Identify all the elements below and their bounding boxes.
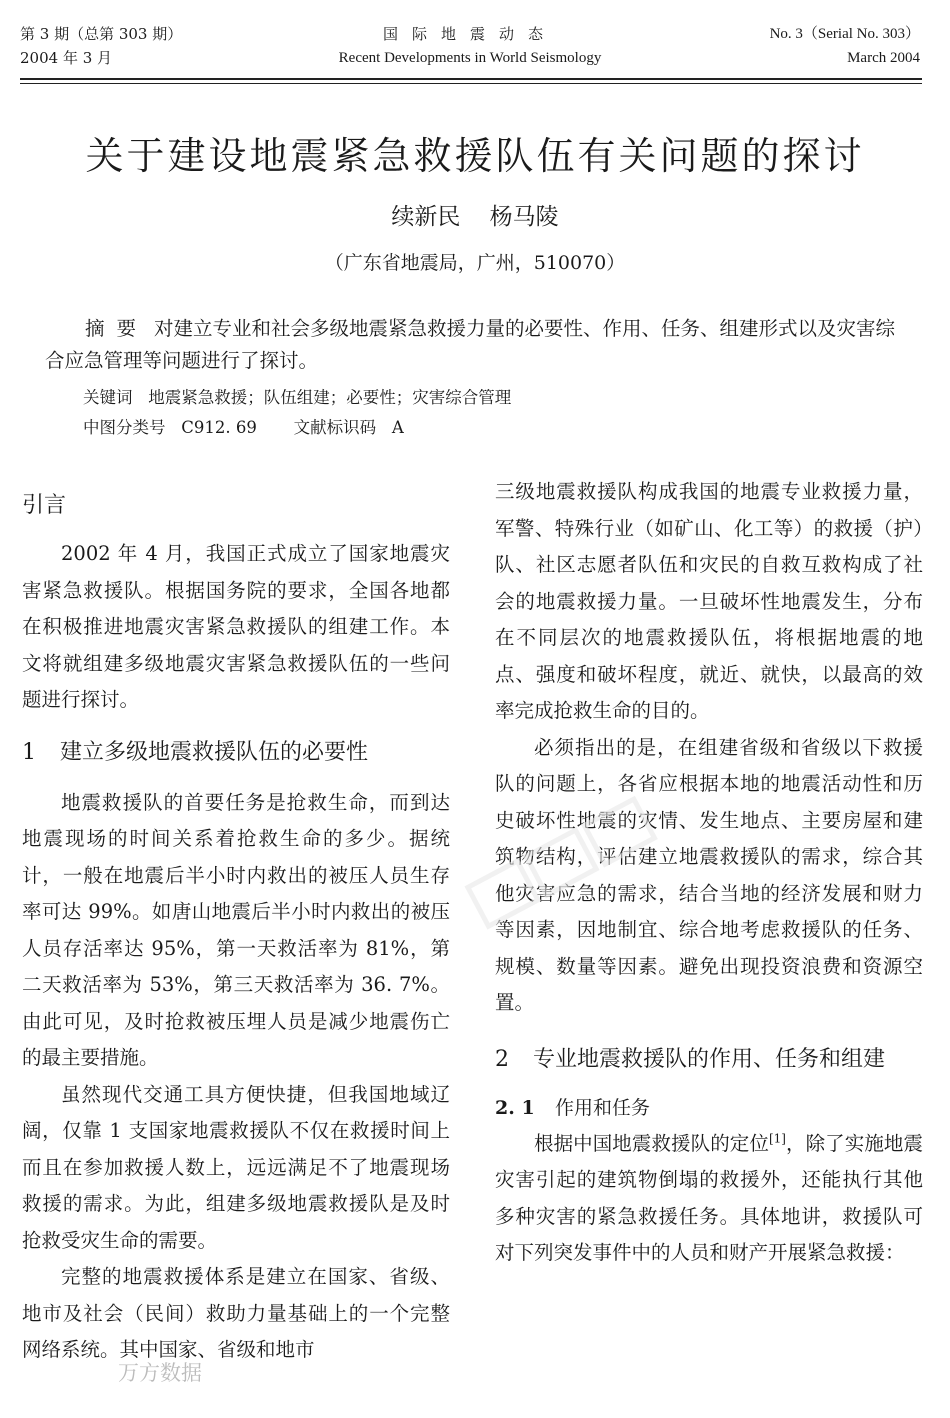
issue-cn: 第 3 期（总第 303 期） [20, 25, 183, 43]
clc-value: C912. 69 [181, 418, 257, 437]
section-1-heading [22, 735, 450, 771]
right-paragraph-3 [495, 1126, 923, 1272]
section-1-paragraph-3: 完整的地震救援体系是建立在国家、省级、地市及社会（民间）救助力量基础上的一个完整网络系统。其中国家、省级和地市 [22, 1265, 450, 1361]
keywords [83, 384, 511, 408]
section-1-paragraph-2: 虽然现代交通工具方便快捷，但我国地域辽阔，仅靠 1 支国家地震救援队不仅在救援时间上而且在参加救援人数上，远远满足不了地震现场救援的需求。为此，组建多级地震救援队是及时抢救受灾生命的需要。 [22, 1082, 450, 1252]
keywords-label: 关键词 [83, 388, 133, 407]
abstract [45, 313, 905, 377]
date-en: March 2004 [847, 50, 920, 66]
header-right [770, 22, 920, 70]
header-rule-thick [20, 78, 922, 80]
subsection-2-1-title: 作用和任务 [555, 1096, 651, 1119]
running-header [20, 22, 920, 74]
para3-part-a: 根据中国地震救援队的定位 [534, 1131, 769, 1155]
section-1-title: 建立多级地震救援队伍的必要性 [60, 739, 369, 765]
journal-name-en: Recent Developments in World Seismology [338, 50, 602, 66]
header-rule-thin [20, 83, 922, 84]
article-title: 关于建设地震紧急救援队伍有关问题的探讨 [85, 134, 865, 178]
clc-label: 中图分类号 [83, 418, 166, 437]
section-1-paragraph-1: 地震救援队的首要任务是抢救生命，而到达地震现场的时间关系着抢救生命的多少。据统计，一般在地震后半小时内救出的被压人员生存率可达 99%。如唐山地震后半小时内救出的被压人员存活率达 95%，第一天救活率为 81%，第二天救活率为 53%，第三天救活率为 36. 7%。由此可见，及时抢救被压埋人员是减少地震伤亡的最主要措施。 [22, 790, 450, 1069]
right-paragraph-2: 必须指出的是，在组建省级和省级以下救援队的问题上，各省应根据本地的地震活动性和历史破坏性地震的灾情、发生地点、主要房屋和建筑物结构，评估建立地震救援队的需求，综合其他灾害应急的需求，结合当地的经济发展和财力等因素，因地制宜、综合地考虑救援队的任务、规模、数量等因素。避免出现投资浪费和资源空置。 [495, 735, 923, 1014]
subsection-2-1-heading [495, 1090, 923, 1126]
section-2-heading [495, 1042, 923, 1078]
authors: 续新民 杨马陵 [391, 204, 559, 230]
doc-code-label: 文献标识码 [293, 418, 377, 437]
watermark-text: 万方数据 [118, 1361, 202, 1385]
issue-en: No. 3（Serial No. 303） [769, 26, 920, 42]
continued-paragraph: 三级地震救援队构成我国的地震专业救援力量，军警、特殊行业（如矿山、化工等）的救援（护）队、社区志愿者队伍和灾民的自救互救构成了社会的地震救援力量。一旦破坏性地震发生，分布在不同层次的地震救援队伍，将根据地震的地点、强度和破坏程度，就近、就快，以最高的效率完成抢救生命的目的。 [495, 480, 923, 722]
keywords-text: 地震紧急救援；队伍组建；必要性；灾害综合管理 [148, 388, 512, 407]
abstract-label: 摘要 [85, 317, 149, 340]
para3-part-b: ，除了实施地震灾害引起的建筑物倒塌的救援外，还能执行其他多种灾害的紧急救援任务。具体地讲，救援队可对下列突发事件中的人员和财产开展紧急救援： [495, 1131, 923, 1264]
intro-paragraph: 2002 年 4 月，我国正式成立了国家地震灾害紧急救援队。根据国务院的要求，全国各地都在积极推进地震灾害紧急救援队的组建工作。本文将就组建多级地震灾害紧急救援队伍的一些问题进行探讨。 [22, 542, 450, 711]
date-cn: 2004 年 3 月 [20, 49, 113, 67]
section-1-number: 1 [22, 739, 36, 765]
journal-name-cn: 国际地震动态 [382, 25, 557, 43]
left-column [22, 488, 450, 1369]
classification [83, 414, 404, 438]
subsection-2-1-number: 2. 1 [495, 1096, 535, 1119]
section-2-title: 专业地震救援队的作用、任务和组建 [533, 1046, 886, 1072]
citation-ref-1: [1] [768, 1131, 786, 1145]
affiliation: （广东省地震局，广州，510070） [324, 252, 626, 274]
abstract-text: 对建立专业和社会多级地震紧急救援力量的必要性、作用、任务、组建形式以及灾害综合应急管理等问题进行了探讨。 [45, 317, 896, 372]
doc-code-value: A [391, 418, 404, 437]
intro-heading: 引言 [22, 493, 67, 518]
section-2-number: 2 [495, 1046, 509, 1072]
